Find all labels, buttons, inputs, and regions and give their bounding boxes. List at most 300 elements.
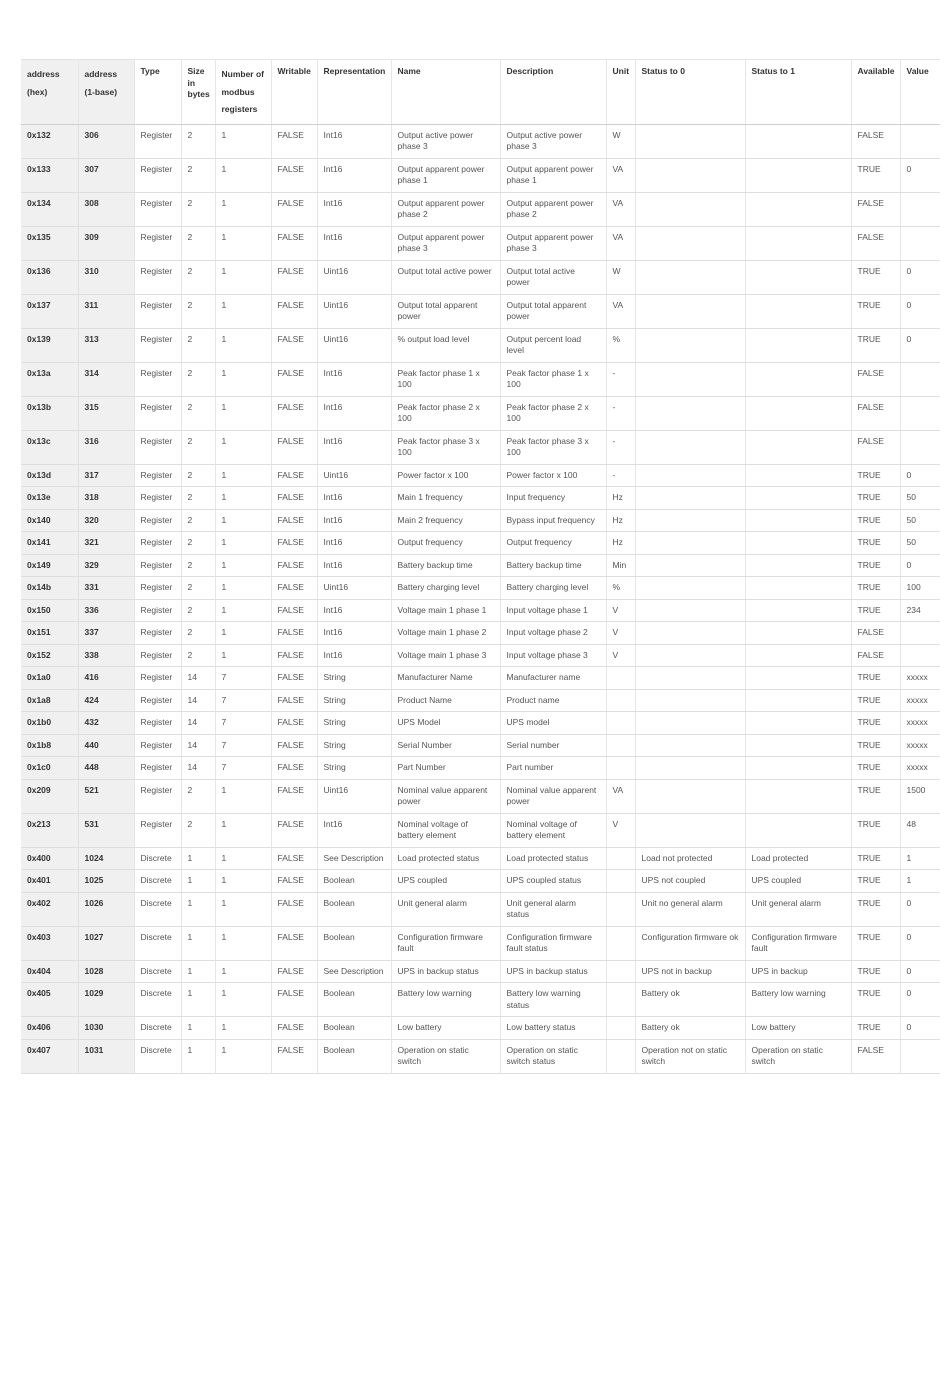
- table-cell: FALSE: [271, 464, 317, 487]
- table-cell: 7: [215, 734, 271, 757]
- table-cell: Output total apparent power: [500, 294, 606, 328]
- table-cell: 1: [215, 260, 271, 294]
- table-cell: Main 2 frequency: [391, 509, 500, 532]
- table-cell: Register: [134, 667, 181, 690]
- table-cell: 1: [215, 124, 271, 158]
- table-cell: 2: [181, 328, 215, 362]
- table-cell: Peak factor phase 2 x 100: [500, 396, 606, 430]
- table-cell: 0: [900, 554, 940, 577]
- table-cell: V: [606, 622, 635, 645]
- table-cell: 331: [78, 577, 134, 600]
- table-cell: Int16: [317, 622, 391, 645]
- table-cell: 2: [181, 599, 215, 622]
- table-cell: [745, 813, 851, 847]
- table-cell: 0: [900, 926, 940, 960]
- table-cell: Register: [134, 599, 181, 622]
- table-cell: 0x136: [21, 260, 78, 294]
- table-cell: Product Name: [391, 689, 500, 712]
- table-cell: TRUE: [851, 554, 900, 577]
- table-cell: Int16: [317, 509, 391, 532]
- table-cell: 0: [900, 260, 940, 294]
- table-cell: [745, 532, 851, 555]
- table-cell: 0: [900, 1017, 940, 1040]
- table-cell: Operation on static switch: [391, 1039, 500, 1073]
- table-row: [21, 577, 940, 600]
- table-cell: Battery ok: [635, 1017, 745, 1040]
- table-row: [21, 892, 940, 926]
- table-cell: Register: [134, 622, 181, 645]
- table-cell: [900, 622, 940, 645]
- table-cell: 0x213: [21, 813, 78, 847]
- table-cell: [745, 192, 851, 226]
- table-cell: 321: [78, 532, 134, 555]
- table-cell: Register: [134, 362, 181, 396]
- table-cell: Register: [134, 430, 181, 464]
- table-cell: xxxxx: [900, 689, 940, 712]
- table-cell: [635, 667, 745, 690]
- table-cell: 0x1a8: [21, 689, 78, 712]
- table-cell: TRUE: [851, 926, 900, 960]
- table-cell: FALSE: [271, 892, 317, 926]
- table-cell: xxxxx: [900, 712, 940, 735]
- table-cell: 1: [181, 926, 215, 960]
- table-cell: Unit general alarm: [745, 892, 851, 926]
- table-cell: Output apparent power phase 2: [500, 192, 606, 226]
- table-cell: 0x209: [21, 779, 78, 813]
- table-cell: 2: [181, 532, 215, 555]
- table-cell: 0x1c0: [21, 757, 78, 780]
- table-cell: 1: [215, 226, 271, 260]
- table-cell: 1: [181, 892, 215, 926]
- table-cell: [635, 294, 745, 328]
- table-cell: Boolean: [317, 983, 391, 1017]
- table-cell: 2: [181, 430, 215, 464]
- table-cell: 1027: [78, 926, 134, 960]
- table-header-row: [21, 60, 940, 125]
- table-cell: Register: [134, 757, 181, 780]
- table-cell: %: [606, 328, 635, 362]
- table-cell: TRUE: [851, 599, 900, 622]
- table-cell: TRUE: [851, 892, 900, 926]
- table-cell: Part number: [500, 757, 606, 780]
- table-cell: FALSE: [271, 226, 317, 260]
- table-cell: Discrete: [134, 870, 181, 893]
- table-cell: FALSE: [271, 757, 317, 780]
- table-cell: % output load level: [391, 328, 500, 362]
- table-cell: 329: [78, 554, 134, 577]
- table-cell: 14: [181, 667, 215, 690]
- table-cell: TRUE: [851, 667, 900, 690]
- table-cell: Discrete: [134, 892, 181, 926]
- table-cell: [635, 813, 745, 847]
- table-cell: 1: [215, 870, 271, 893]
- table-cell: Serial Number: [391, 734, 500, 757]
- table-row: [21, 813, 940, 847]
- table-cell: UPS coupled status: [500, 870, 606, 893]
- table-cell: FALSE: [271, 926, 317, 960]
- table-cell: Nominal value apparent power: [391, 779, 500, 813]
- table-cell: [635, 124, 745, 158]
- table-cell: FALSE: [851, 1039, 900, 1073]
- table-cell: 0x13c: [21, 430, 78, 464]
- table-cell: 1: [215, 158, 271, 192]
- table-cell: TRUE: [851, 813, 900, 847]
- table-cell: 338: [78, 644, 134, 667]
- table-cell: [606, 983, 635, 1017]
- table-cell: [606, 892, 635, 926]
- table-cell: 14: [181, 712, 215, 735]
- table-cell: [745, 712, 851, 735]
- table-cell: String: [317, 757, 391, 780]
- table-cell: [900, 362, 940, 396]
- table-cell: FALSE: [271, 532, 317, 555]
- table-cell: V: [606, 813, 635, 847]
- table-row: [21, 847, 940, 870]
- table-cell: FALSE: [271, 779, 317, 813]
- table-cell: 2: [181, 226, 215, 260]
- table-cell: [635, 532, 745, 555]
- table-cell: FALSE: [271, 577, 317, 600]
- table-cell: TRUE: [851, 577, 900, 600]
- table-cell: 0: [900, 983, 940, 1017]
- table-cell: Unit no general alarm: [635, 892, 745, 926]
- table-cell: Input voltage phase 2: [500, 622, 606, 645]
- table-cell: Battery charging level: [500, 577, 606, 600]
- table-cell: 318: [78, 487, 134, 510]
- table-cell: Boolean: [317, 892, 391, 926]
- table-cell: Uint16: [317, 577, 391, 600]
- table-cell: 1: [215, 599, 271, 622]
- table-cell: Battery ok: [635, 983, 745, 1017]
- table-cell: -: [606, 430, 635, 464]
- table-cell: -: [606, 362, 635, 396]
- table-cell: 2: [181, 192, 215, 226]
- table-cell: [900, 430, 940, 464]
- table-cell: UPS in backup: [745, 960, 851, 983]
- table-cell: 307: [78, 158, 134, 192]
- table-cell: 7: [215, 689, 271, 712]
- table-cell: FALSE: [851, 644, 900, 667]
- table-cell: 316: [78, 430, 134, 464]
- table-cell: 50: [900, 509, 940, 532]
- table-cell: Main 1 frequency: [391, 487, 500, 510]
- table-cell: 0x149: [21, 554, 78, 577]
- table-cell: 234: [900, 599, 940, 622]
- table-cell: 1: [181, 870, 215, 893]
- table-cell: UPS model: [500, 712, 606, 735]
- table-cell: FALSE: [851, 622, 900, 645]
- table-cell: [635, 260, 745, 294]
- table-cell: [745, 622, 851, 645]
- table-row: [21, 124, 940, 158]
- table-cell: 311: [78, 294, 134, 328]
- table-cell: Int16: [317, 158, 391, 192]
- table-cell: %: [606, 577, 635, 600]
- table-cell: UPS in backup status: [391, 960, 500, 983]
- table-cell: 1: [215, 328, 271, 362]
- table-cell: Output total active power: [391, 260, 500, 294]
- table-cell: 1: [215, 926, 271, 960]
- table-cell: FALSE: [271, 622, 317, 645]
- table-cell: [635, 192, 745, 226]
- table-cell: 2: [181, 509, 215, 532]
- table-cell: Register: [134, 328, 181, 362]
- table-cell: 313: [78, 328, 134, 362]
- table-cell: TRUE: [851, 509, 900, 532]
- table-cell: 337: [78, 622, 134, 645]
- table-cell: 14: [181, 689, 215, 712]
- table-cell: 1: [215, 1039, 271, 1073]
- table-cell: FALSE: [271, 813, 317, 847]
- table-cell: 14: [181, 734, 215, 757]
- table-cell: Battery low warning status: [500, 983, 606, 1017]
- table-cell: 1031: [78, 1039, 134, 1073]
- table-cell: Peak factor phase 2 x 100: [391, 396, 500, 430]
- col-header-value: Value: [900, 60, 940, 125]
- table-cell: 1: [215, 847, 271, 870]
- table-row: [21, 430, 940, 464]
- table-cell: UPS in backup status: [500, 960, 606, 983]
- table-cell: 314: [78, 362, 134, 396]
- table-cell: [635, 779, 745, 813]
- table-cell: 2: [181, 622, 215, 645]
- table-cell: Battery low warning: [391, 983, 500, 1017]
- table-cell: 0x13e: [21, 487, 78, 510]
- table-cell: Input voltage phase 1: [500, 599, 606, 622]
- table-cell: 0: [900, 464, 940, 487]
- table-cell: Output frequency: [500, 532, 606, 555]
- table-cell: 7: [215, 712, 271, 735]
- table-row: [21, 926, 940, 960]
- table-cell: 521: [78, 779, 134, 813]
- table-cell: Nominal value apparent power: [500, 779, 606, 813]
- table-cell: 1: [181, 1017, 215, 1040]
- table-cell: 0x13d: [21, 464, 78, 487]
- table-cell: String: [317, 667, 391, 690]
- col-header-available: Available: [851, 60, 900, 125]
- table-cell: Nominal voltage of battery element: [500, 813, 606, 847]
- table-cell: [635, 599, 745, 622]
- table-cell: Unit general alarm: [391, 892, 500, 926]
- table-cell: 1: [215, 362, 271, 396]
- table-cell: FALSE: [271, 667, 317, 690]
- table-cell: 1500: [900, 779, 940, 813]
- table-cell: 2: [181, 294, 215, 328]
- table-cell: 2: [181, 260, 215, 294]
- table-cell: [635, 554, 745, 577]
- table-cell: Register: [134, 712, 181, 735]
- table-cell: [606, 1039, 635, 1073]
- table-cell: W: [606, 124, 635, 158]
- table-cell: Operation on static switch status: [500, 1039, 606, 1073]
- table-row: [21, 487, 940, 510]
- table-cell: 1: [215, 487, 271, 510]
- table-cell: [745, 226, 851, 260]
- table-cell: 1: [215, 577, 271, 600]
- table-cell: [745, 667, 851, 690]
- table-cell: [900, 1039, 940, 1073]
- table-cell: FALSE: [271, 294, 317, 328]
- table-cell: Uint16: [317, 294, 391, 328]
- table-cell: FALSE: [271, 870, 317, 893]
- col-header-address-1base: address (1-base): [78, 60, 134, 125]
- table-cell: xxxxx: [900, 667, 940, 690]
- table-cell: 0x403: [21, 926, 78, 960]
- table-cell: 2: [181, 158, 215, 192]
- table-cell: Peak factor phase 1 x 100: [500, 362, 606, 396]
- table-cell: 0x140: [21, 509, 78, 532]
- table-cell: W: [606, 260, 635, 294]
- table-cell: FALSE: [851, 430, 900, 464]
- table-cell: TRUE: [851, 260, 900, 294]
- table-cell: 1: [181, 847, 215, 870]
- table-row: [21, 294, 940, 328]
- table-cell: TRUE: [851, 158, 900, 192]
- table-cell: TRUE: [851, 532, 900, 555]
- table-cell: Discrete: [134, 1039, 181, 1073]
- table-cell: -: [606, 396, 635, 430]
- table-cell: Boolean: [317, 926, 391, 960]
- table-cell: 0x152: [21, 644, 78, 667]
- table-cell: Peak factor phase 3 x 100: [391, 430, 500, 464]
- table-cell: [745, 362, 851, 396]
- table-cell: [635, 622, 745, 645]
- table-cell: 416: [78, 667, 134, 690]
- table-cell: TRUE: [851, 983, 900, 1017]
- table-cell: Voltage main 1 phase 1: [391, 599, 500, 622]
- table-cell: Register: [134, 532, 181, 555]
- table-cell: Operation on static switch: [745, 1039, 851, 1073]
- table-cell: Output total apparent power: [391, 294, 500, 328]
- col-header-address-hex: address (hex): [21, 60, 78, 125]
- table-cell: Output apparent power phase 3: [391, 226, 500, 260]
- table-cell: 1: [215, 192, 271, 226]
- table-row: [21, 644, 940, 667]
- table-cell: [606, 667, 635, 690]
- table-cell: FALSE: [271, 1017, 317, 1040]
- table-cell: FALSE: [851, 396, 900, 430]
- table-cell: [745, 158, 851, 192]
- table-cell: Low battery status: [500, 1017, 606, 1040]
- table-cell: 2: [181, 362, 215, 396]
- table-cell: Discrete: [134, 847, 181, 870]
- table-cell: Hz: [606, 509, 635, 532]
- table-row: [21, 532, 940, 555]
- table-cell: Output frequency: [391, 532, 500, 555]
- table-cell: [635, 577, 745, 600]
- table-cell: Operation not on static switch: [635, 1039, 745, 1073]
- table-row: [21, 509, 940, 532]
- table-cell: 2: [181, 779, 215, 813]
- col-header-representation: Representation: [317, 60, 391, 125]
- table-cell: [900, 192, 940, 226]
- table-cell: Output apparent power phase 3: [500, 226, 606, 260]
- table-cell: 0: [900, 892, 940, 926]
- table-cell: Configuration firmware ok: [635, 926, 745, 960]
- table-cell: Battery backup time: [391, 554, 500, 577]
- table-cell: Register: [134, 509, 181, 532]
- table-cell: FALSE: [271, 712, 317, 735]
- table-cell: Battery charging level: [391, 577, 500, 600]
- table-cell: Register: [134, 192, 181, 226]
- table-cell: 432: [78, 712, 134, 735]
- table-row: [21, 757, 940, 780]
- table-cell: 1: [181, 1039, 215, 1073]
- table-cell: [745, 260, 851, 294]
- table-cell: TRUE: [851, 757, 900, 780]
- table-cell: FALSE: [271, 328, 317, 362]
- table-cell: Register: [134, 644, 181, 667]
- table-cell: Output apparent power phase 1: [391, 158, 500, 192]
- table-cell: Output active power phase 3: [500, 124, 606, 158]
- table-cell: Input frequency: [500, 487, 606, 510]
- table-row: [21, 712, 940, 735]
- table-cell: 14: [181, 757, 215, 780]
- table-cell: 0: [900, 294, 940, 328]
- table-cell: [900, 396, 940, 430]
- table-cell: Output apparent power phase 2: [391, 192, 500, 226]
- table-cell: Int16: [317, 396, 391, 430]
- table-cell: VA: [606, 779, 635, 813]
- table-cell: [745, 554, 851, 577]
- table-cell: 1028: [78, 960, 134, 983]
- table-cell: [900, 226, 940, 260]
- table-cell: Output active power phase 3: [391, 124, 500, 158]
- table-cell: Uint16: [317, 779, 391, 813]
- table-cell: Int16: [317, 487, 391, 510]
- table-cell: 306: [78, 124, 134, 158]
- table-cell: TRUE: [851, 712, 900, 735]
- table-cell: 0x407: [21, 1039, 78, 1073]
- table-cell: Int16: [317, 226, 391, 260]
- table-cell: 7: [215, 757, 271, 780]
- table-cell: Register: [134, 158, 181, 192]
- table-cell: [745, 577, 851, 600]
- table-cell: 448: [78, 757, 134, 780]
- table-cell: FALSE: [271, 734, 317, 757]
- table-cell: Boolean: [317, 870, 391, 893]
- table-cell: 1: [215, 983, 271, 1017]
- table-cell: Serial number: [500, 734, 606, 757]
- table-cell: 309: [78, 226, 134, 260]
- table-cell: 0x402: [21, 892, 78, 926]
- table-cell: 2: [181, 464, 215, 487]
- table-cell: Power factor x 100: [391, 464, 500, 487]
- col-header-size: Size in bytes: [181, 60, 215, 125]
- table-cell: Configuration firmware fault status: [500, 926, 606, 960]
- table-cell: Register: [134, 487, 181, 510]
- table-cell: 1: [215, 396, 271, 430]
- table-cell: 1026: [78, 892, 134, 926]
- table-row: [21, 260, 940, 294]
- table-cell: Configuration firmware fault: [745, 926, 851, 960]
- table-cell: 1029: [78, 983, 134, 1017]
- col-header-name: Name: [391, 60, 500, 125]
- table-cell: 0x133: [21, 158, 78, 192]
- table-cell: Peak factor phase 1 x 100: [391, 362, 500, 396]
- table-cell: 0: [900, 328, 940, 362]
- table-cell: Hz: [606, 532, 635, 555]
- table-cell: FALSE: [271, 554, 317, 577]
- table-cell: 531: [78, 813, 134, 847]
- table-cell: Low battery: [745, 1017, 851, 1040]
- table-cell: TRUE: [851, 487, 900, 510]
- table-row: [21, 158, 940, 192]
- table-cell: FALSE: [851, 226, 900, 260]
- table-row: [21, 622, 940, 645]
- table-cell: 440: [78, 734, 134, 757]
- table-cell: [900, 644, 940, 667]
